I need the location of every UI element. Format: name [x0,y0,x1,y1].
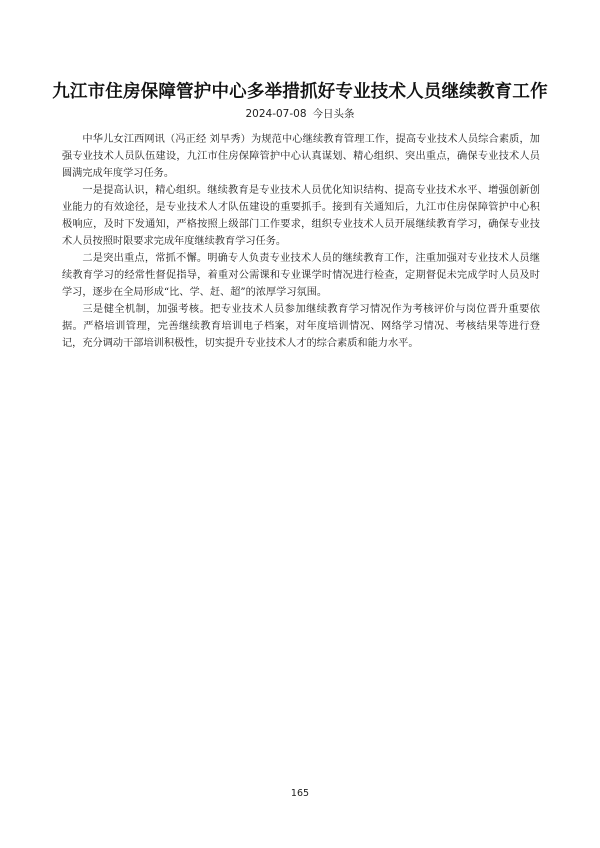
page-number: 165 [290,788,310,799]
article-byline [0,106,600,121]
article-body [62,131,540,352]
paragraph-point-three: 三是健全机制，加强考核。把专业技术人员参加继续教育学习情况作为考核评价与岗位晋升重要依据。严格培训管理，完善继续教育培训电子档案，对年度培训情况、网络学习情况、考核结果等进行登记，充分调动干部培训积极性，切实提升专业技术人才的综合素质和能力水平。 [62,304,540,349]
article-title: 九江市住房保障管护中心多举措抓好专业技术人员继续教育工作 [52,82,548,102]
article-date: 2024-07-08 [245,108,307,120]
paragraph-point-one: 一是提高认识，精心组织。继续教育是专业技术人员优化知识结构、提高专业技术水平、增强创新创业能力的有效途径，是专业技术人才队伍建设的重要抓手。接到有关通知后，九江市住房保障管护中心积极响应，及时下发通知，严格按照上级部门工作要求，组织专业技术人员开展继续教育学习，确保专业技术人员按照时限要求完成年度继续教育学习任务。 [62,185,540,247]
paragraph-point-two: 二是突出重点，常抓不懈。明确专人负责专业技术人员的继续教育工作，注重加强对专业技术人员继续教育学习的经常性督促指导，着重对公需课和专业课学时情况进行检查，定期督促未完成学时人员及时学习，逐步在全局形成“比、学、赶、超”的浓厚学习氛围。 [62,253,540,298]
paragraph-intro: 中华儿女江西网讯（冯正经 刘早秀）为规范中心继续教育管理工作，提高专业技术人员综合素质，加强专业技术人员队伍建设，九江市住房保障管护中心认真谋划、精心组织、突出重点，确保专业技术人员圆满完成年度学习任务。 [62,134,540,179]
article-source: 今日头条 [312,108,355,120]
